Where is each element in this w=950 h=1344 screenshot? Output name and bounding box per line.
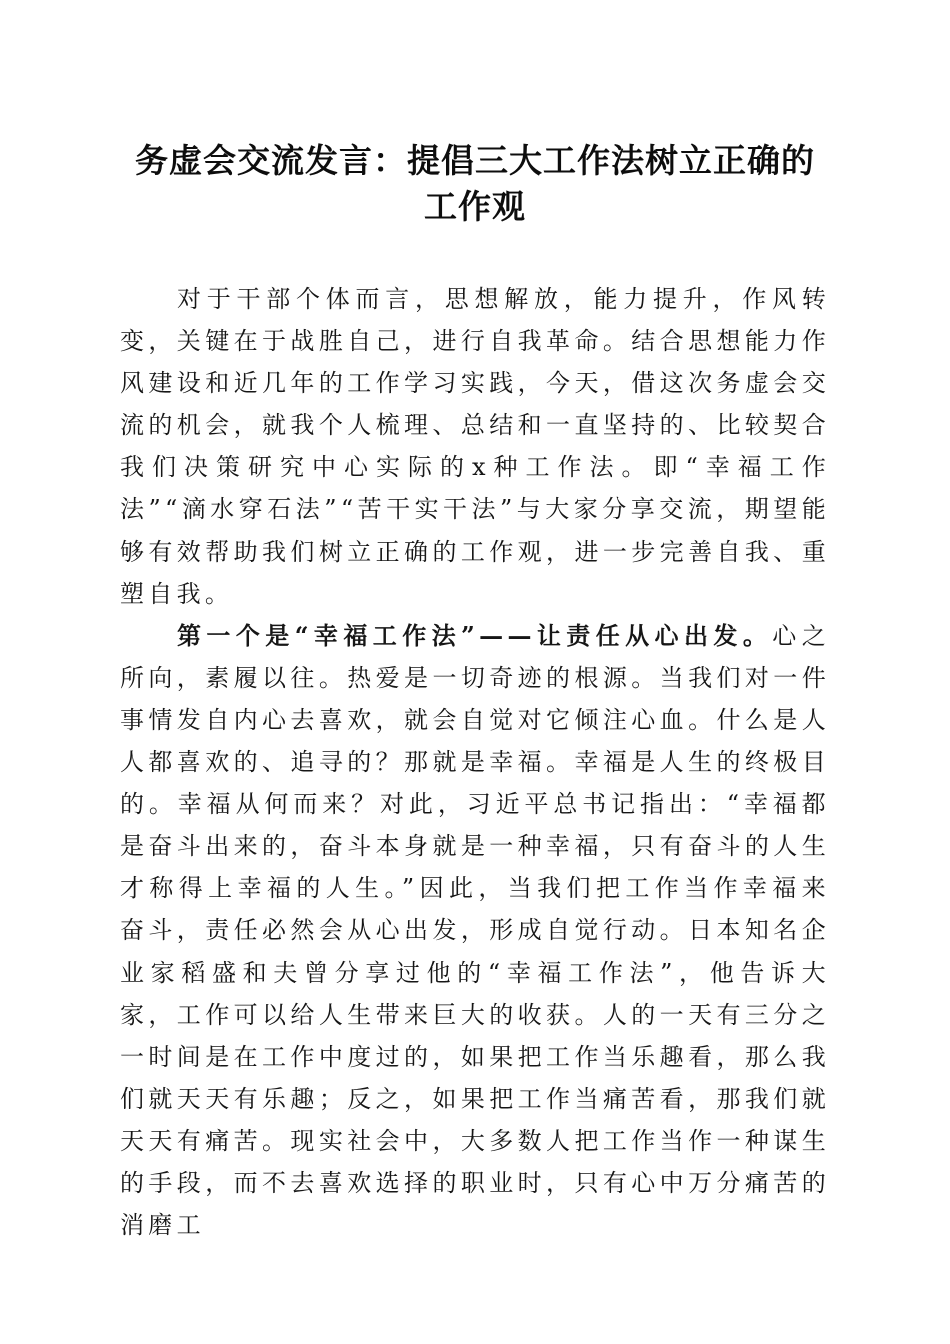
document-body (120, 278, 830, 1246)
paragraph-happiness-method-text: 心之所向，素履以往。热爱是一切奇迹的根源。当我们对一件事情发自内心去喜欢，就会自觉对它倾注心血。什么是人人都喜欢的、追寻的？那就是幸福。幸福是人生的终极目的。幸福从何而来？对此，习近平总书记指出：“幸福都是奋斗出来的，奋斗本身就是一种幸福，只有奋斗的人生才称得上幸福的人生。”因此，当我们把工作当作幸福来奋斗，责任必然会从心出发，形成自觉行动。日本知名企业家稻盛和夫曾分享过他的“幸福工作法”，他告诉大家，工作可以给人生带来巨大的收获。人的一天有三分之一时间是在工作中度过的，如果把工作当乐趣看，那么我们就天天有乐趣；反之，如果把工作当痛苦看，那我们就天天有痛苦。现实社会中，大多数人把工作当作一种谋生的手段，而不去喜欢选择的职业时，只有心中万分痛苦的消磨工 (120, 621, 830, 1240)
paragraph-happiness-method-lead: 第一个是“幸福工作法”——让责任从心出发。 (177, 620, 773, 650)
title-line-2: 工作观 (424, 187, 526, 226)
paragraph-intro (120, 278, 830, 615)
paragraph-happiness-method (120, 615, 830, 1246)
title-line-1: 务虚会交流发言：提倡三大工作法树立正确的 (135, 141, 815, 180)
paragraph-intro-text: 对于干部个体而言，思想解放，能力提升，作风转变，关键在于战胜自己，进行自我革命。结合思想能力作风建设和近几年的工作学习实践，今天，借这次务虚会交流的机会，就我个人梳理、总结和一直坚持的、比较契合我们决策研究中心实际的x种工作法。即“幸福工作法”“滴水穿石法”“苦干实干法”与大家分享交流，期望能够有效帮助我们树立正确的工作观，进一步完善自我、重塑自我。 (120, 285, 830, 608)
document-title (110, 138, 840, 230)
